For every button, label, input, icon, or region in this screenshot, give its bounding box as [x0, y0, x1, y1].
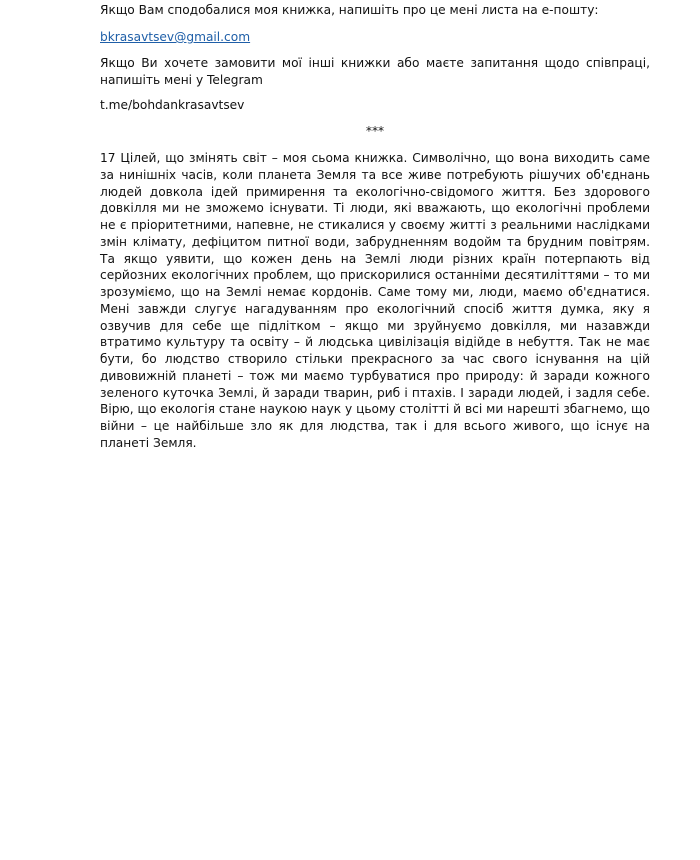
telegram-link-text: t.me/bohdankrasavtsev	[100, 98, 245, 112]
section-separator: ***	[365, 124, 385, 138]
telegram-paragraph: Якщо Ви хочете замовити мої інші книжки або маєте запитання щодо співпраці, напишіть мені у Telegram	[100, 56, 650, 87]
body-paragraph: 17 Цілей, що змінять світ – моя сьома книжка. Символічно, що вона виходить саме за нинішніх часів, коли планета Земля та все живе потребують рішучих об'єднань людей довкола ідей примирення та екологічно-свідомого життя. Без здорового довкілля ми не зможемо існувати. Ті люди, які вважають, що екологічні проблеми не є пріоритетними, напевне, не стикалися у своєму житті з реальними наслідками змін клімату, дефіцитом питної води, забрудненням водойм та брудним повітрям. Та якщо уявити, що кожен день на Землі люди різних країн потерпають від серйозних екологічних проблем, що прискорилися останніми десятиліттями – то ми зрозуміємо, що на Землі немає кордонів. Саме тому ми, люди, маємо об'єднатися. Мені завжди слугує нагадуванням про екологічний спосіб життя думка, яку я озвучив для себе ще підлітком – якщо ми зруйнуємо довкілля, ми назавжди втратимо культуру та освіту – й людська цивілізація відійде в небуття. Так не має бути, бо людство створило стільки прекрасного за час свого існування на цій дивовижній планеті – тож ми маємо турбуватися про природу: й заради кожного зеленого куточка Землі, й заради тварин, риб і птахів. І заради людей, і задля себе. Вірю, що екологія стане наукою наук у цьому столітті й всі ми нарешті збагнемо, що війни – це найбільше зло як для людства, так і для всього живого, що існує на планеті Земля.	[100, 151, 650, 450]
email-paragraph	[100, 29, 650, 46]
intro-paragraph: Якщо Вам сподобалися моя книжка, напишіть про це мені листа на е-пошту:	[100, 3, 599, 17]
email-link[interactable]: bkrasavtsev@gmail.com	[100, 30, 251, 44]
